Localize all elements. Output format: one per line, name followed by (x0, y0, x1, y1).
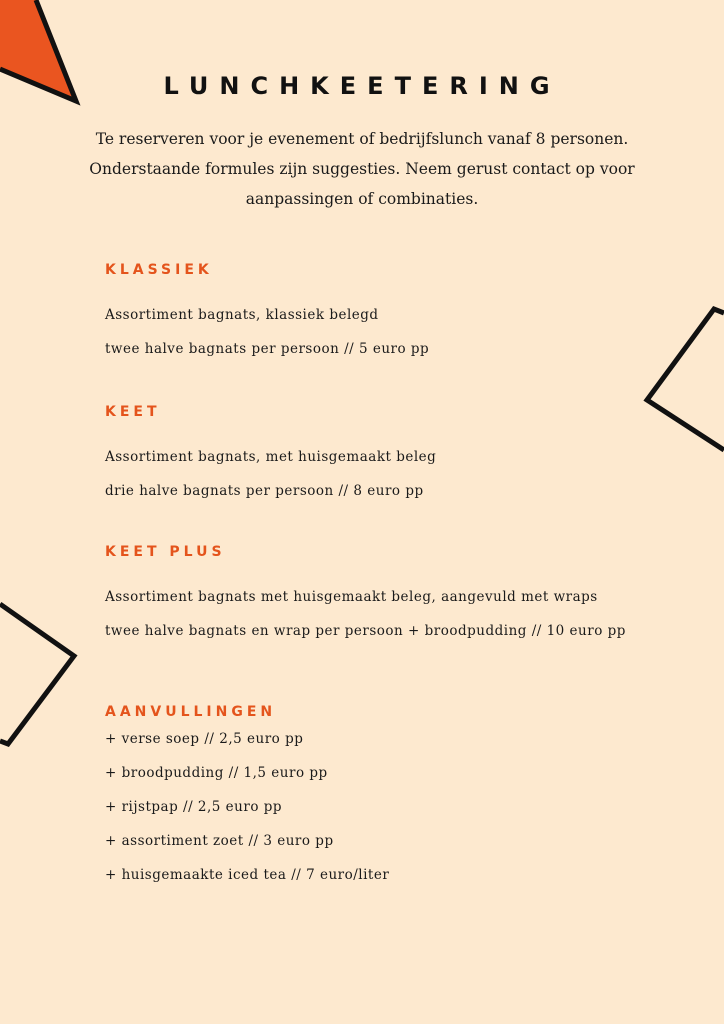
menu-line: drie halve bagnats per persoon // 8 euro pp (105, 483, 424, 499)
left-square-outline-shape (0, 604, 74, 744)
menu-line: Assortiment bagnats, met huisgemaakt beleg (105, 449, 437, 465)
section-keet-plus (105, 544, 626, 648)
menu-line: twee halve bagnats en wrap per persoon + broodpudding // 10 euro pp (105, 623, 626, 639)
extra-item: + huisgemaakte iced tea // 7 euro/liter (105, 867, 390, 883)
intro-line: Te reserveren voor je evenement of bedrijfslunch vanaf 8 personen. (95, 130, 629, 148)
intro-line: aanpassingen of combinaties. (245, 190, 479, 208)
menu-line: twee halve bagnats per persoon // 5 euro pp (105, 341, 430, 357)
intro-text (60, 124, 664, 214)
section-title: KLASSIEK (105, 262, 213, 278)
menu-line: Assortiment bagnats met huisgemaakt beleg, aangevuld met wraps (105, 589, 598, 605)
section-aanvullingen (105, 704, 389, 892)
section-title: KEET PLUS (105, 544, 226, 560)
menu-line: Assortiment bagnats, klassiek belegd (105, 307, 379, 323)
section-klassiek (105, 262, 429, 366)
page-title: LUNCHKEETERING (163, 72, 561, 100)
section-title: AANVULLINGEN (105, 704, 277, 720)
extra-item: + assortiment zoet // 3 euro pp (105, 833, 334, 849)
section-keet (105, 404, 436, 508)
section-title: KEET (105, 404, 161, 420)
extra-item: + broodpudding // 1,5 euro pp (105, 765, 328, 781)
right-square-outline-shape (647, 309, 724, 450)
extra-item: + rijstpap // 2,5 euro pp (105, 799, 283, 815)
extra-item: + verse soep // 2,5 euro pp (105, 731, 304, 747)
intro-line: Onderstaande formules zijn suggesties. Neem gerust contact op voor (89, 160, 635, 178)
